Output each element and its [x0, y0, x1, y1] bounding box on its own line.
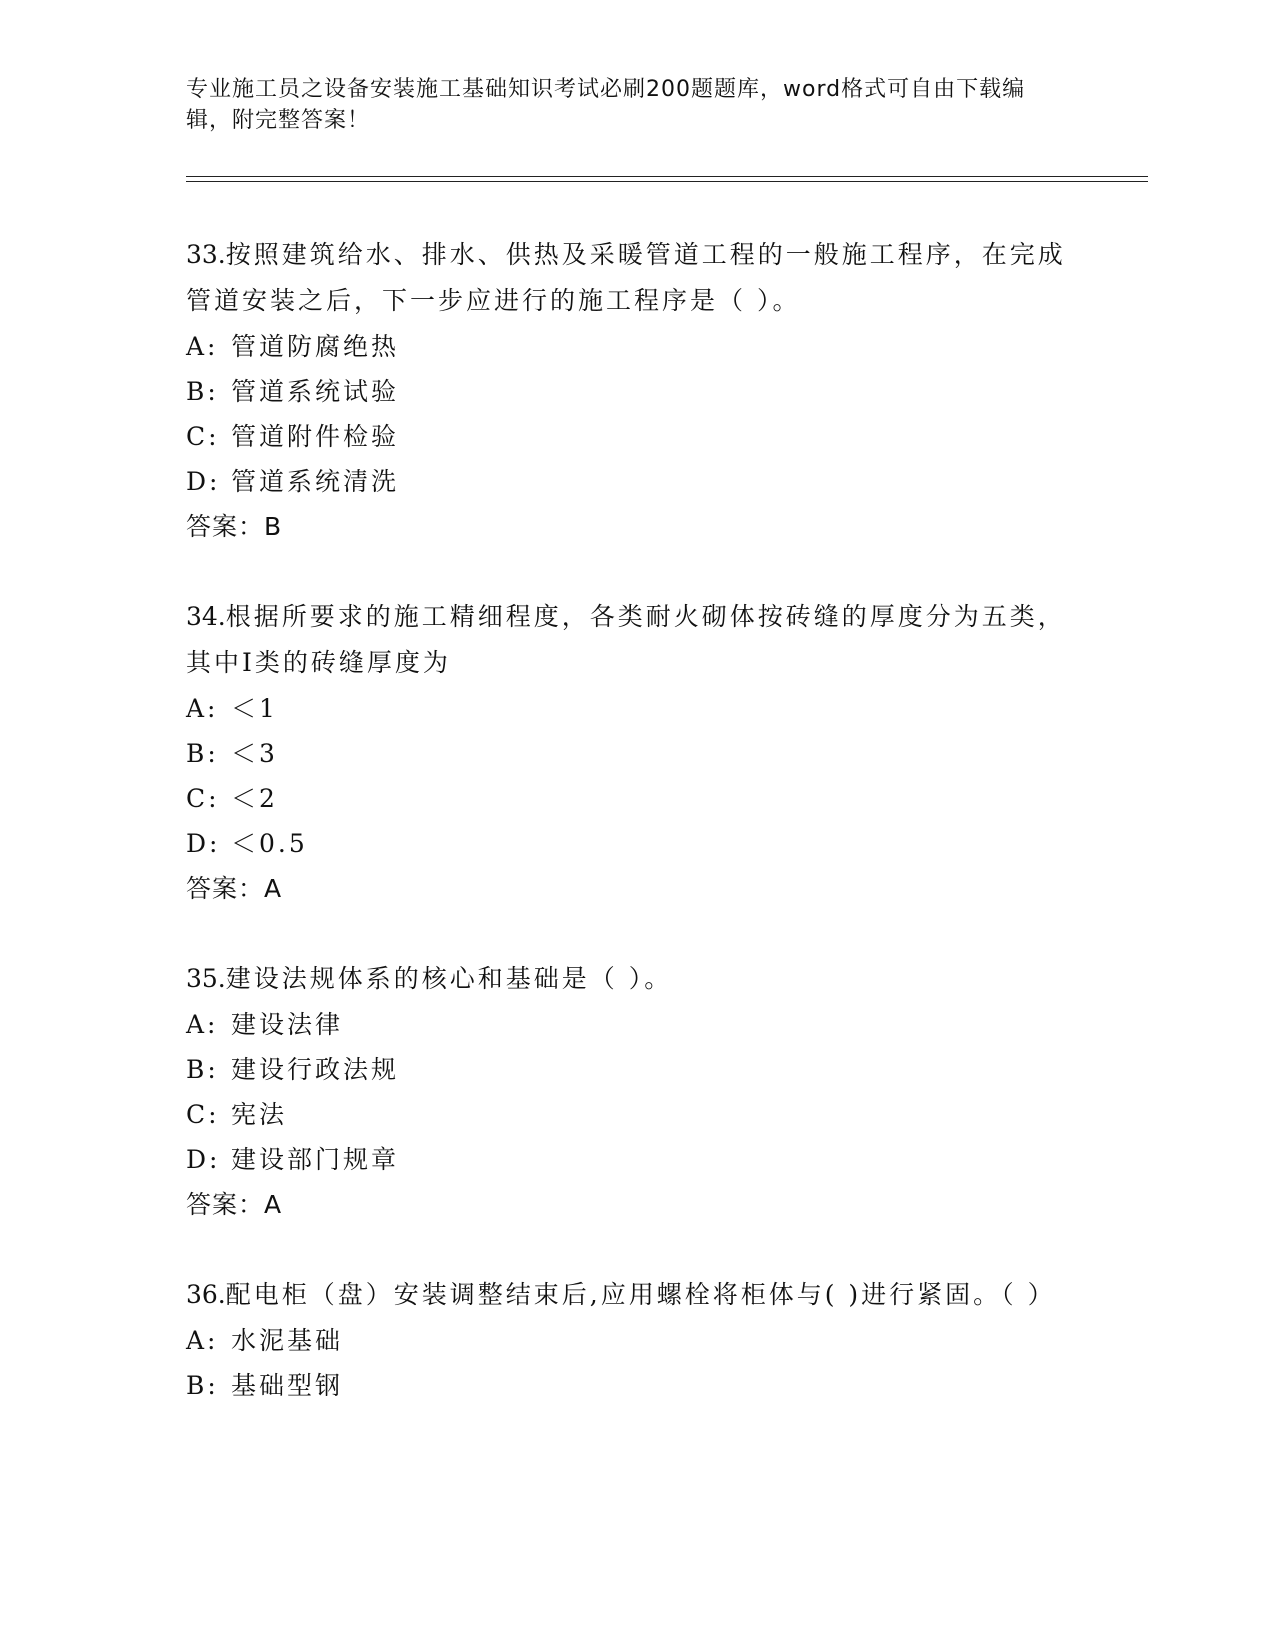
- option-c: [186, 414, 1076, 459]
- option-letter: D:: [186, 467, 221, 496]
- option-letter: D:: [186, 829, 221, 858]
- question-stem: [186, 594, 1076, 686]
- option-text: 管道防腐绝热: [231, 332, 400, 361]
- answer-line: 答案：B: [186, 512, 283, 541]
- option-a: [186, 686, 1076, 731]
- question-number: 35.: [186, 964, 226, 993]
- option-text: 管道系统试验: [231, 377, 400, 406]
- question-number: 36.: [186, 1280, 226, 1309]
- option-letter: B:: [186, 1055, 219, 1084]
- option-text: ＜2: [231, 784, 278, 813]
- answer-line: 答案：A: [186, 874, 283, 903]
- option-text: 管道系统清洗: [231, 467, 400, 496]
- option-a: [186, 1002, 1076, 1047]
- option-text: ＜0.5: [231, 829, 308, 858]
- option-letter: B:: [186, 377, 219, 406]
- option-c: [186, 776, 1076, 821]
- question-36: [186, 1272, 1076, 1408]
- option-text: 建设部门规章: [231, 1145, 400, 1174]
- option-a: [186, 1318, 1076, 1363]
- question-text: 根据所要求的施工精细程度，各类耐火砌体按砖缝的厚度分为五类，其中Ⅰ类的砖缝厚度为: [186, 602, 1066, 677]
- option-text: ＜1: [231, 694, 278, 723]
- question-35: [186, 956, 1076, 1228]
- option-text: 宪法: [231, 1100, 288, 1129]
- option-d: [186, 821, 1076, 866]
- option-b: [186, 1047, 1076, 1092]
- question-number: 34.: [186, 602, 226, 631]
- question-33: [186, 232, 1076, 550]
- option-b: [186, 731, 1076, 776]
- option-d: [186, 1137, 1076, 1182]
- option-text: 基础型钢: [231, 1371, 344, 1400]
- option-text: 建设行政法规: [231, 1055, 400, 1084]
- option-text: 管道附件检验: [231, 422, 400, 451]
- option-d: [186, 459, 1076, 504]
- question-stem: [186, 956, 1076, 1002]
- question-34: [186, 594, 1076, 912]
- question-text: 建设法规体系的核心和基础是（ ）。: [225, 964, 673, 993]
- option-b: [186, 369, 1076, 414]
- document-header: 专业施工员之设备安装施工基础知识考试必刷200题题库，word格式可自由下载编辑，附完整答案！: [186, 77, 1026, 133]
- question-stem: [186, 232, 1076, 324]
- option-letter: B:: [186, 739, 219, 768]
- option-letter: D:: [186, 1145, 221, 1174]
- option-letter: C:: [186, 1100, 220, 1129]
- question-number: 33.: [186, 240, 226, 269]
- header-divider-bottom: [186, 181, 1148, 182]
- option-letter: A:: [186, 332, 219, 361]
- option-text: 水泥基础: [231, 1326, 344, 1355]
- question-text: 按照建筑给水、排水、供热及采暖管道工程的一般施工程序，在完成管道安装之后，下一步应进行的施工程序是（ ）。: [186, 240, 1066, 315]
- answer-line: 答案：A: [186, 1190, 283, 1219]
- option-a: [186, 324, 1076, 369]
- question-text: 配电柜（盘）安装调整结束后,应用螺栓将柜体与( )进行紧固。（ ）: [225, 1280, 1056, 1309]
- question-stem: [186, 1272, 1076, 1318]
- option-letter: A:: [186, 694, 219, 723]
- option-b: [186, 1363, 1076, 1408]
- option-letter: A:: [186, 1010, 219, 1039]
- option-letter: A:: [186, 1326, 219, 1355]
- header-divider-top: [186, 176, 1148, 177]
- option-text: 建设法律: [231, 1010, 344, 1039]
- option-text: ＜3: [231, 739, 278, 768]
- option-letter: C:: [186, 784, 220, 813]
- option-letter: C:: [186, 422, 220, 451]
- option-letter: B:: [186, 1371, 219, 1400]
- option-c: [186, 1092, 1076, 1137]
